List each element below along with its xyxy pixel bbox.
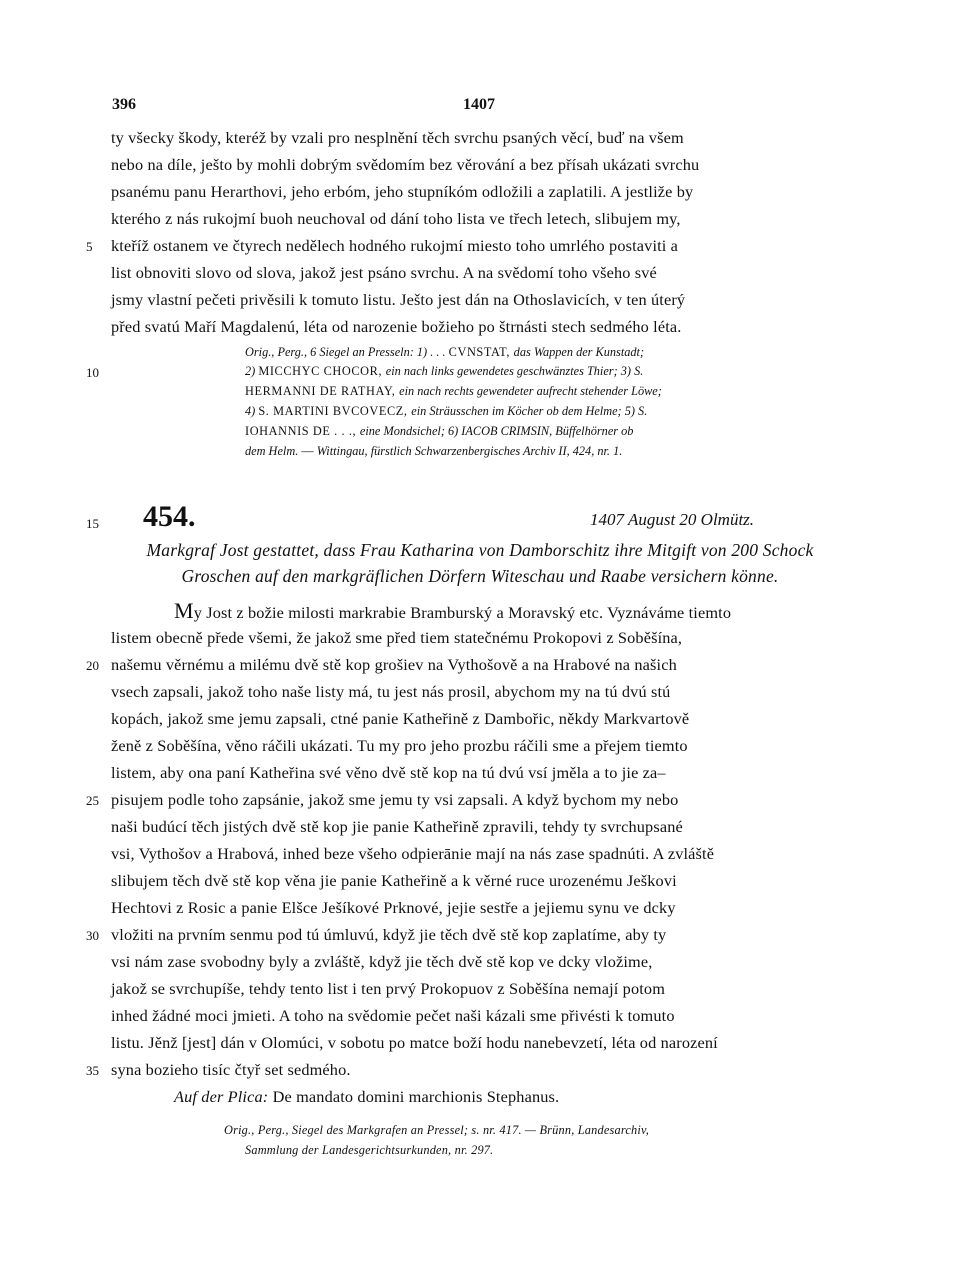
text-line: jsmy vlastní pečeti privěsili k tomuto listu. Ješto jest dán na Othoslavicích, v ten úterý: [111, 290, 686, 309]
plica-label: Auf der Plica:: [174, 1087, 269, 1106]
seal-note-line: HERMANNI DE RATHAY, ein nach rechts gewendeter aufrecht stehender Löwe;: [245, 384, 662, 398]
line-number: 20: [86, 658, 99, 673]
regest-line: Groschen auf den markgräflichen Dörfern Witeschau und Raabe versichern könne.: [181, 566, 779, 586]
text-line: ženě z Soběšína, věno ráčili ukázati. Tu my pro jeho prozbu ráčili sme a přejem tiemto: [111, 736, 688, 755]
line-number: 25: [86, 793, 99, 808]
text-line: ty všecky škody, kteréž by vzali pro nesplnění těch svrchu psaných věcí, buď na všem: [111, 128, 684, 147]
text-line: naši budúcí těch jistých dvě stě kop jie panie Katheřině zpravili, tehdy ty svrchupsané: [111, 817, 683, 836]
text-line: list obnoviti slovo od slova, jakož jest psáno svrchu. A na svědomí toho všeho své: [111, 263, 657, 282]
seal-note-line: Orig., Perg., 6 Siegel an Presseln: 1) . . . CVNSTAT, das Wappen der Kunstadt;: [245, 345, 645, 359]
line-number: 35: [86, 1063, 99, 1078]
text-line: slibujem těch dvě stě kop věna jie panie Katheřině a k věrné ruce urozenému Ješkovi: [111, 871, 677, 890]
plica-text: De mandato domini marchionis Stephanus.: [272, 1087, 560, 1106]
text-line: listem obecně přede všemi, že jakož sme před tiem statečnému Prokopovi z Soběšína,: [111, 628, 683, 647]
text-line: vložiti na prvním senmu pod tú úmluvú, když jie těch dvě stě kop zaplatíme, aby ty: [111, 925, 667, 944]
seal-note-line: dem Helm. –– Wittingau, fürstlich Schwarzenbergisches Archiv II, 424, nr. 1.: [245, 444, 623, 458]
document-date: 1407 August 20 Olmütz.: [590, 510, 755, 529]
document-first-line: My Jost z božie milosti markrabie Bramburský a Moravský etc. Vyznáváme tiemto: [174, 598, 732, 623]
seal-note-line: IOHANNIS DE . . ., eine Mondsichel; 6) IACOB CRIMSIN, Büffelhörner ob: [245, 424, 634, 438]
footnote-line: Sammlung der Landesgerichtsurkunden, nr. 297.: [245, 1143, 494, 1157]
regest-line: Markgraf Jost gestattet, dass Frau Katharina von Damborschitz ihre Mitgift von 200 Schock: [146, 540, 814, 560]
line-number: 5: [86, 239, 93, 254]
line-number: 15: [86, 516, 99, 531]
seal-note-line: 4) S. MARTINI BVCOVECZ, ein Sträusschen im Köcher ob dem Helme; 5) S.: [245, 404, 648, 418]
drop-cap: M: [174, 598, 194, 623]
text-line: vsech zapsali, jakož toho naše listy má, tu jest nás prosil, abychom my na tú dvú stú: [111, 682, 671, 701]
text-line: jakož se svrchupíše, tehdy tento list i ten prvý Prokopuov z Soběšína nemají potom: [111, 979, 666, 998]
line-number: 10: [86, 365, 99, 380]
text-line: kterého z nás rukojmí buoh neuchoval od dání toho lista ve třech letech, slibujem my,: [111, 209, 681, 228]
plica-line: [174, 1085, 845, 1109]
text-line: vsi nám zase svobodny byly a zvláště, když jie těch dvě stě kop ve dcky vložime,: [111, 952, 653, 971]
footnote-line: Orig., Perg., Siegel des Markgrafen an Pressel; s. nr. 417. — Brünn, Landesarchiv,: [224, 1123, 649, 1137]
text-line: vsi, Vythošov a Hrabová, inhed beze všeho odpierānie mají na nás zase spadnúti. A zvláště: [111, 844, 715, 863]
text-line: listu. Jěnž [jest] dán v Olomúci, v sobotu po matce boží hodu nanebevzetí, léta od narození: [111, 1033, 718, 1052]
text-line: psanému panu Herarthovi, jeho erbóm, jeho stupníkóm odložili a zaplatili. A jestliže by: [111, 182, 694, 201]
text-line: syna bozieho tisíc čtyř set sedmého.: [111, 1060, 351, 1079]
document-number: 454.: [143, 500, 196, 533]
text-line: nebo na díle, ješto by mohli dobrým svědomím bez věrování a bez přísah ukázati svrchu: [111, 155, 700, 174]
text-line: pisujem podle toho zapsánie, jakož sme jemu ty vsi zapsali. A když bychom my nebo: [111, 790, 679, 809]
line-number: 30: [86, 928, 99, 943]
text-line: kopách, jakož sme jemu zapsali, ctné panie Katheřině z Dambořic, někdy Markvartově: [111, 709, 690, 728]
seal-note-line: 2) MICCHYC CHOCOR, ein nach links gewendetes geschwänztes Thier; 3) S.: [245, 364, 644, 378]
text-line: kteříž ostanem ve čtyrech nedělech hodného rukojmí miesto toho umrlého postaviti a: [111, 236, 679, 255]
text-line: listem, aby ona paní Katheřina své věno dvě stě kop na tú dvú vsí jměla a to jie za–: [111, 763, 666, 782]
page-number: 396: [112, 96, 136, 113]
text-line: našemu věrnému a milému dvě stě kop grošiev na Vythošově a na Hrabové na našich: [111, 655, 677, 674]
text-line: inhed žádné moci jmieti. A toho na svědomie pečet naši kázali sme přivésti k tomuto: [111, 1006, 675, 1025]
text-line: před svatú Maří Magdalenú, léta od narozenie božieho po štrnásti stech sedmého léta.: [111, 317, 682, 336]
text-line: Hechtovi z Rosic a panie Elšce Ješíkové Prknové, jejie sestře a jejiemu synu ve dcky: [111, 898, 676, 917]
running-header-year: 1407: [463, 96, 495, 113]
